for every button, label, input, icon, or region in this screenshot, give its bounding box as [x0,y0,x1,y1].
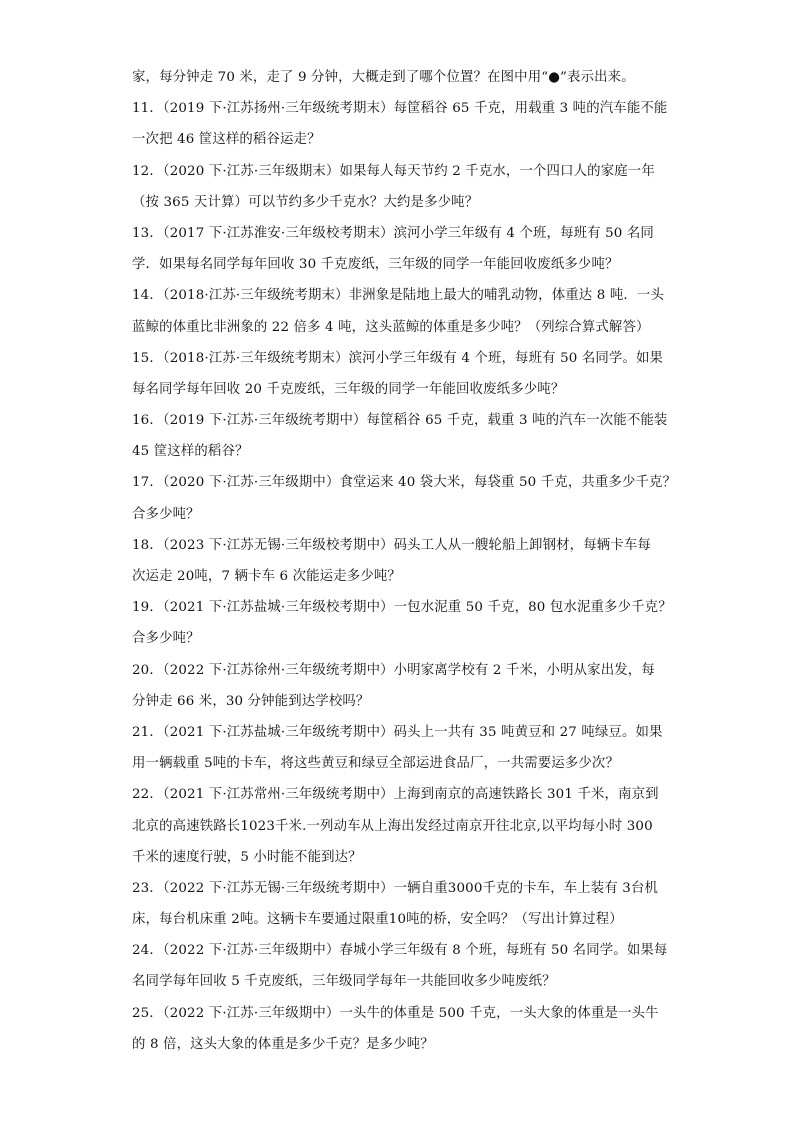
question-15-line-1: 15．（2018·江苏·三年级统考期末）滨河小学三年级有 4 个班，每班有 50 名同学。如果 [132,350,664,366]
question-16-line-1: 16．（2019 下·江苏·三年级统考期中）每筐稻谷 65 千克，载重 3 吨的汽车一次能不能装 [132,413,668,429]
question-18-line-1: 18．（2023 下·江苏无锡·三年级校考期中）码头工人从一艘轮船上卸钢材，每辆卡车每 [132,537,651,553]
question-19-line-2: 合多少吨？ [132,631,200,647]
question-13-line-2: 学．如果每名同学每年回收 30 千克废纸，三年级的同学一年能回收废纸多少吨？ [132,257,619,273]
question-22-line-3: 千米的速度行驶，5 小时能不能到达？ [132,849,362,865]
question-11-line-2: 一次把 46 筐这样的稻谷运走？ [132,132,321,148]
question-21-line-1: 21．（2021 下·江苏盐城·三年级统考期中）码头上一共有 35 吨黄豆和 27 吨绿豆。如果 [132,724,663,740]
question-22-line-1: 22．（2021 下·江苏常州·三年级统考期中）上海到南京的高速铁路长 301 千米，南京到 [132,787,659,803]
question-12-line-1: 12．（2020 下·江苏·三年级期末）如果每人每天节约 2 千克水，一个四口人的家庭一年 [132,163,655,179]
question-20-line-1: 20．（2022 下·江苏徐州·三年级统考期中）小明家离学校有 2 千米，小明从家出发，每 [132,662,655,678]
question-17-line-2: 合多少吨？ [132,506,200,522]
question-24-line-2: 名同学每年回收 5 千克废纸，三年级同学每年一共能回收多少吨废纸？ [132,974,556,990]
question-11-line-1: 11．（2019 下·江苏扬州·三年级统考期末）每筐稻谷 65 千克，用载重 3 吨的汽车能不能 [132,101,668,117]
question-16-line-2: 45 筐这样的稻谷？ [132,444,249,460]
question-25-line-2: 的 8 倍，这头大象的体重是多少千克？是多少吨？ [132,1036,434,1052]
question-24-line-1: 24．（2022 下·江苏·三年级期中）春城小学三年级有 8 个班，每班有 50 名同学。如果每 [132,943,668,959]
question-12-line-2: （按 365 天计算）可以节约多少千克水？大约是多少吨？ [132,194,479,210]
question-15-line-2: 每名同学每年回收 20 千克废纸，三年级的同学一年能回收废纸多少吨？ [132,381,565,397]
question-22-line-2: 北京的高速铁路长1023千米.一列动车从上海出发经过南京开往北京,以平均每小时 300 [132,818,653,834]
question-25-line-1: 25．（2022 下·江苏·三年级期中）一头牛的体重是 500 千克，一头大象的体重是一头牛 [132,1005,659,1021]
text-line: 家，每分钟走 70 米，走了 9 分钟，大概走到了哪个位置？在图中用“●”表示出来。 [132,70,635,85]
question-21-line-2: 用一辆载重 5吨的卡车，将这些黄豆和绿豆全部运进食品厂，一共需要运多少次？ [132,756,619,772]
question-13-line-1: 13．（2017 下·江苏淮安·三年级校考期末）滨河小学三年级有 4 个班，每班有 50 名同 [132,225,654,241]
question-17-line-1: 17．（2020 下·江苏·三年级期中）食堂运来 40 袋大米，每袋重 50 千克，共重多少千克？ [132,475,677,491]
question-14-line-2: 蓝鲸的体重比非洲象的 22 倍多 4 吨，这头蓝鲸的体重是多少吨？（列综合算式解答） [132,319,650,335]
question-19-line-1: 19．（2021 下·江苏盐城·三年级校考期中）一包水泥重 50 千克，80 包水泥重多少千克？ [132,600,672,616]
question-18-line-2: 次运走 20吨，7 辆卡车 6 次能运走多少吨？ [132,569,401,584]
question-23-line-2: 床，每台机床重 2吨。这辆卡车要通过限重10吨的桥，安全吗？（写出计算过程） [132,912,623,928]
question-14-line-1: 14．（2018·江苏·三年级统考期末）非洲象是陆地上最大的哺乳动物，体重达 8 吨．一头 [132,288,664,304]
question-23-line-1: 23．（2022 下·江苏无锡·三年级统考期中）一辆自重3000千克的卡车，车上装有 3台机 [132,880,659,896]
question-20-line-2: 分钟走 66 米，30 分钟能到达学校吗？ [132,693,370,709]
